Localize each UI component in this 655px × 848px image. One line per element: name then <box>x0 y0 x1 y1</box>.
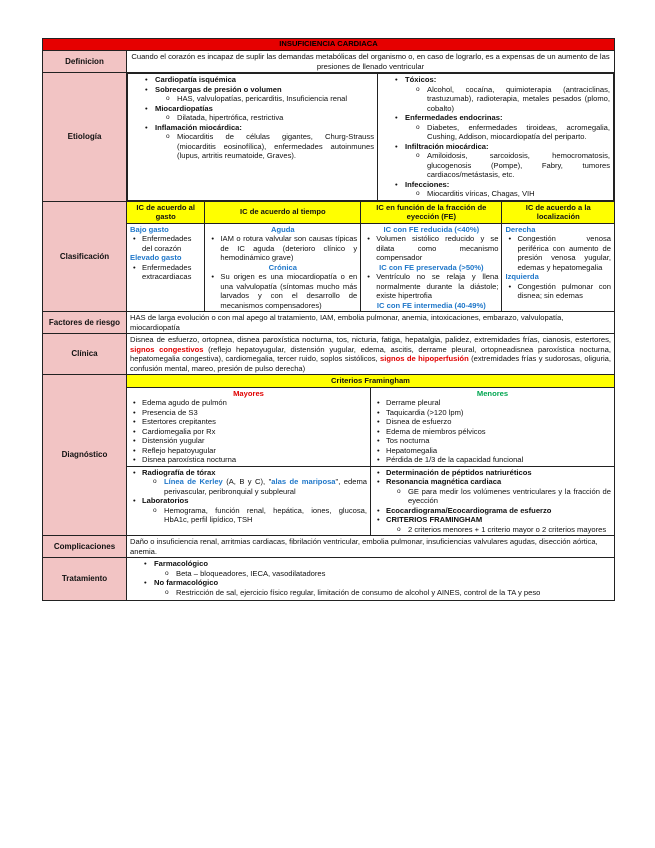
estudios-row <box>127 466 614 535</box>
etiologia-label: Etiología <box>43 73 127 202</box>
clinica-part-1: Disnea de esfuerzo, ortopnea, disnea paroxística nocturna, tos, nicturia, fatiga, hepatalgia, palidez, extremidades frías, cianosis, estertores, <box>130 335 611 344</box>
mayores-list <box>130 398 367 465</box>
localizacion-list <box>505 234 611 272</box>
criterio-mayor: • Cardiomegalia por Rx <box>130 427 367 437</box>
menores-title: Menores <box>476 388 509 398</box>
diagnostico-label: Diagnóstico <box>43 375 127 536</box>
etiologia-item <box>131 123 374 161</box>
kerley-label: Línea de Kerley <box>164 477 223 486</box>
clinica-label: Clínica <box>43 334 127 375</box>
etiologia-detail: o Alcohol, cocaína, quimioterapia (antraciclinas, trastuzumab), radioterapia, metales pesados (plomo, cobalto) <box>405 85 610 114</box>
framingham-title: Criterios Framingham <box>127 375 614 387</box>
clinica-part-2: (reflejo hepatoyugular, distensión yugular, edema, ascitis, derrame pleural, ortopneadisnea paroxística nocturna, hepatomegalia congestiva), cardiomegalia, tercer ruido, soplos sistólicos, <box>130 344 611 363</box>
fe-detail: • Ventrículo no se relaja y llena normalmente durante la diástole; existe hipertrofia <box>364 272 498 301</box>
etiologia-right-list <box>381 75 610 199</box>
criterio-menor: • Taquicardia (>120 lpm) <box>374 408 611 418</box>
criterio-mayor: • Disnea paroxística nocturna <box>130 455 367 465</box>
lab-item <box>130 496 367 525</box>
localizacion-detail: • Congestión venosa periférica con aumento de presión venosa yugular, edemas y hepatomegalia <box>505 234 611 272</box>
etiologia-detail: o Dilatada, hipertrófica, restrictiva <box>155 113 374 123</box>
etiologia-item <box>381 113 610 142</box>
etiologia-head: Infiltración miocárdica: <box>405 141 489 151</box>
criterio-menor: • Edema de miembros pélvicos <box>374 427 611 437</box>
estudio-item <box>374 515 611 534</box>
rx-head: Radiografía de tórax <box>142 467 216 477</box>
etiologia-head: Infecciones: <box>405 179 450 189</box>
tratamiento-detail: o Restricción de sal, ejercicio físico regular, limitación de consumo de alcohol y AINES, control de la TA y peso <box>154 588 611 598</box>
estudios-right-list <box>374 468 611 535</box>
tratamiento-list <box>130 559 611 597</box>
etiologia-item <box>131 75 374 85</box>
criterio-menor: • Pérdida de 1/3 de la capacidad funcional <box>374 455 611 465</box>
table-title: INSUFICIENCIA CARDIACA <box>43 39 615 51</box>
clasificacion-row <box>43 201 615 312</box>
definicion-row <box>43 51 615 73</box>
tratamiento-head: No farmacológico <box>154 578 219 587</box>
fe-cell <box>361 223 502 311</box>
estudio-detail: o GE para medir los volúmenes ventriculares y la fracción de eyección <box>386 487 611 506</box>
localizacion-detail: • Congestión pulmonar con disnea; sin edemas <box>505 282 611 301</box>
definicion-label: Definicion <box>43 51 127 73</box>
etiologia-sublist <box>155 94 374 104</box>
tiempo-list <box>208 272 357 310</box>
tiempo-list <box>208 234 357 263</box>
tratamiento-sublist <box>154 569 611 579</box>
tiempo-detail: • Su origen es una miocardiopatía o en una valvulopatía (síntomas mucho más larvados y con el desarrollo de mecanismos compensadores) <box>208 272 357 310</box>
fe-type: IC con FE intermedia (40-49%) <box>376 300 486 310</box>
mayores-cell <box>127 387 371 466</box>
alas-label: alas de mariposa <box>271 477 336 486</box>
clasificacion-headers <box>127 202 614 224</box>
factores-text: HAS de larga evolución o con mal apego al tratamiento, IAM, embolia pulmonar, anemia, intoxicaciones, embarazo, valvulopatía, miocardiopatía <box>127 312 615 334</box>
etiologia-sublist <box>405 85 610 114</box>
gasto-type: Elevado gasto <box>130 253 182 262</box>
mayores-title: Mayores <box>233 388 264 398</box>
etiologia-columns <box>127 73 614 201</box>
menores-cell <box>371 387 615 466</box>
etiologia-item <box>131 85 374 104</box>
etiologia-head: Enfermedades endocrinas: <box>405 113 503 122</box>
etiologia-sublist <box>155 132 374 161</box>
tratamiento-content <box>127 558 615 601</box>
localizacion-list <box>505 282 611 301</box>
fe-detail: • Volumen sistólico reducido y se dilata como mecanismo compensador <box>364 234 498 263</box>
diagnostico-grid <box>127 375 614 535</box>
fe-type: IC con FE reducida (<40%) <box>383 224 480 234</box>
tiempo-type: Aguda <box>271 224 295 234</box>
etiologia-detail: o HAS, valvulopatías, pericarditis, Insuficiencia renal <box>155 94 374 104</box>
etiologia-detail: o Amiloidosis, sarcoidosis, hemocromatosis, glucogenosis (Pompe), Fabry, tumores cardiacos/metástasis, etc. <box>405 151 610 180</box>
rx-item <box>130 468 367 497</box>
tiempo-detail: • IAM o rotura valvular son causas típicas de IC aguda (deterioro clínico y hemodinámico grave) <box>208 234 357 263</box>
etiologia-content <box>127 73 615 202</box>
lab-head: Laboratorios <box>142 496 189 505</box>
header-tiempo: IC de acuerdo al tiempo <box>205 202 361 224</box>
clinica-text <box>127 334 615 375</box>
etiologia-head: Tóxicos: <box>405 75 437 84</box>
etiologia-item <box>381 180 610 199</box>
clinica-row <box>43 334 615 375</box>
title-row <box>43 39 615 51</box>
factores-label: Factores de riesgo <box>43 312 127 334</box>
factores-row <box>43 312 615 334</box>
rx-detail <box>142 477 367 496</box>
etiologia-right <box>378 74 614 201</box>
etiologia-head: Sobrecargas de presión o volumen <box>155 84 282 94</box>
gasto-list <box>130 263 201 282</box>
criterio-menor: • Derrame pleural <box>374 398 611 408</box>
header-gasto: IC de acuerdo al gasto <box>127 202 205 224</box>
criterio-mayor: • Edema agudo de pulmón <box>130 398 367 408</box>
estudio-item <box>374 477 611 506</box>
gasto-detail: • Enfermedades extracardiacas <box>130 263 201 282</box>
estudio-head: CRITERIOS FRAMINGHAM <box>386 515 483 524</box>
gasto-type: Bajo gasto <box>130 224 169 234</box>
etiologia-row <box>43 73 615 202</box>
tratamiento-detail: o Beta – bloqueadores, IECA, vasodilatadores <box>154 569 611 579</box>
complicaciones-row <box>43 536 615 558</box>
tratamiento-row <box>43 558 615 601</box>
estudio-sublist <box>386 525 611 535</box>
criterio-mayor: • Presencia de S3 <box>130 408 367 418</box>
etiologia-sublist <box>405 123 610 142</box>
complicaciones-text: Daño o insuficiencia renal, arritmias cardiacas, fibrilación ventricular, embolia pulmonar, insuficiencias valvulares agudas, disección aórtica, anemia. <box>127 536 615 558</box>
etiologia-detail: o Miocarditis víricas, Chagas, VIH <box>405 189 610 199</box>
estudio-sublist <box>386 487 611 506</box>
etiologia-detail: o Diabetes, enfermedades tiroideas, acromegalia, Cushing, Addison, miocardiopatía del periparto. <box>405 123 610 142</box>
tratamiento-item <box>130 578 611 597</box>
diagnostico-content <box>127 375 615 536</box>
estudio-item <box>374 468 611 478</box>
criterio-menor: • Tos nocturna <box>374 436 611 446</box>
etiologia-head: Inflamación miocárdica: <box>155 122 242 132</box>
estudios-left <box>127 466 371 535</box>
header-fe: IC en función de la fracción de eyección (FE) <box>361 202 502 224</box>
tratamiento-item <box>130 559 611 578</box>
complicaciones-label: Complicaciones <box>43 536 127 558</box>
kerley-rest: (A, B y C), " <box>222 477 272 486</box>
clasificacion-grid <box>127 202 614 312</box>
criterio-mayor: • Estertores crepitantes <box>130 417 367 427</box>
etiologia-head: Miocardiopatías <box>155 103 213 113</box>
criterio-menor: • Disnea de esfuerzo <box>374 417 611 427</box>
estudio-head: Ecocardiograma/Ecocardiograma de esfuerzo <box>386 505 552 515</box>
etiologia-item <box>381 75 610 113</box>
header-localizacion: IC de acuerdo a la localización <box>502 202 614 224</box>
ic-summary-table <box>42 38 615 601</box>
etiologia-left-list <box>131 75 374 161</box>
estudio-head: Determinación de péptidos natriuréticos <box>386 467 532 477</box>
localizacion-type: Derecha <box>505 224 536 234</box>
clasificacion-body <box>127 223 614 311</box>
estudio-head: Resonancia magnética cardiaca <box>386 477 502 486</box>
tratamiento-head: Farmacológico <box>154 559 209 568</box>
tratamiento-label: Tratamiento <box>43 558 127 601</box>
estudio-detail: o 2 criterios menores + 1 criterio mayor o 2 criterios mayores <box>386 525 611 535</box>
gasto-list <box>130 234 201 253</box>
alas-rest: ", edema perivascular, peribronquial y subpleural <box>164 477 367 496</box>
lab-detail: o Hemograma, función renal, hepática, iones, glucosa, HbA1c, perfil lipídico, TSH <box>142 506 367 525</box>
etiologia-left <box>128 74 378 201</box>
localizacion-type: Izquierda <box>505 272 539 281</box>
gasto-detail: • Enfermedades del corazón <box>130 234 201 253</box>
tratamiento-sublist <box>154 588 611 598</box>
fe-list <box>364 272 498 301</box>
estudio-item <box>374 506 611 516</box>
etiologia-sublist <box>405 151 610 180</box>
gasto-cell <box>127 223 205 311</box>
etiologia-head: Cardiopatía isquémica <box>155 75 237 84</box>
fe-type: IC con FE preservada (>50%) <box>379 262 484 272</box>
menores-list <box>374 398 611 465</box>
clinica-part-3: (extremidades frías y sudorosas, oliguria, confusión mental, mareo, presión de pulso derecha) <box>130 354 611 373</box>
fe-list <box>364 234 498 263</box>
criterio-mayor: • Reflejo hepatoyugular <box>130 446 367 456</box>
etiologia-sublist <box>405 189 610 199</box>
estudios-right <box>371 466 615 535</box>
etiologia-sublist <box>155 113 374 123</box>
criterio-menor: • Hepatomegalia <box>374 446 611 456</box>
etiologia-item <box>131 104 374 123</box>
etiologia-item <box>381 142 610 180</box>
etiologia-detail: o Miocarditis de células gigantes, Churg-Strauss (miocarditis eosinofílica), enfermedades autoinmunes (lupus, artritis reumatoide, Graves). <box>155 132 374 161</box>
clasificacion-label: Clasificación <box>43 201 127 312</box>
diagnostico-row <box>43 375 615 536</box>
signos-hipoperfusion: signos de hipoperfusión <box>380 354 469 363</box>
tiempo-type: Crónica <box>268 262 297 272</box>
definicion-text: Cuando el corazón es incapaz de suplir las demandas metabólicas del organismo o, en caso de lograrlo, es a expensas de un aumento de las presiones de llenado ventricular <box>127 51 615 73</box>
criterio-mayor: • Distensión yugular <box>130 436 367 446</box>
signos-congestivos: signos congestivos <box>130 344 204 354</box>
localizacion-cell <box>502 223 614 311</box>
framingham-criteria <box>127 387 614 466</box>
clasificacion-content <box>127 201 615 312</box>
tiempo-cell <box>205 223 361 311</box>
